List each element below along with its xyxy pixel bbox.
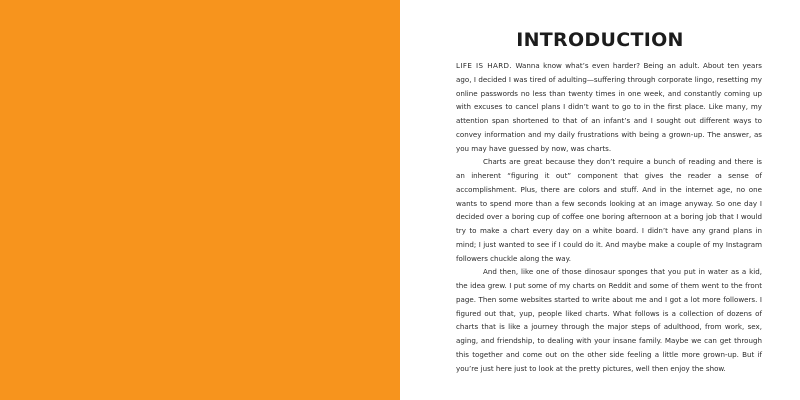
paragraph-2: Charts are great because they don’t require a bunch of reading and there is an inherent “figuring it out” component that gives the reader a sense of accomplishment. Plus, there are colors and stuff. And in the internet age, no one wants to spend more than a few seconds looking at an image anyway. So one day I decided over a boring cup of coffee one boring afternoon at a boring job that I would try to make a chart every day on a white board. I didn’t have any grand plans in mind; I just wanted to see if I could do it. And maybe make a couple of my Instagram followers chuckle along the way. — [456, 157, 762, 263]
paragraph-text: Wanna know what’s even harder? Being an adult. About ten years ago, I decided I was tired of adulting—suffering through corporate lingo, resetting my online passwords no less than twenty times in one week, and constantly coming up with excuses to cancel plans I didn’t want to go to in the first place. Like many, my attention span shortened to that of an infant’s and I sought out different ways to convey information and my daily frustrations with being a grown-up. The answer, as you may have guessed by now, was charts. — [456, 61, 762, 153]
text-right-page — [400, 0, 800, 400]
paragraph-lead-in: LIFE IS HARD. — [456, 61, 513, 70]
paragraph-1 — [456, 59, 762, 155]
introduction-body — [456, 59, 762, 375]
paragraph-3: And then, like one of those dinosaur sponges that you put in water as a kid, the idea grew. I put some of my charts on Reddit and some of them went to the front page. Then some websites started to write about me and I got a lot more followers. I figured out that, yup, people liked charts. What follows is a collection of dozens of charts that is like a journey through the major steps of adulthood, from work, sex, aging, and friendship, to dealing with your insane family. Maybe we can get through this together and come out on the other side feeling a little more grown-up. But if you’re just here just to look at the pretty pictures, well then enjoy the show. — [456, 267, 762, 373]
page-title: INTRODUCTION — [516, 29, 684, 51]
